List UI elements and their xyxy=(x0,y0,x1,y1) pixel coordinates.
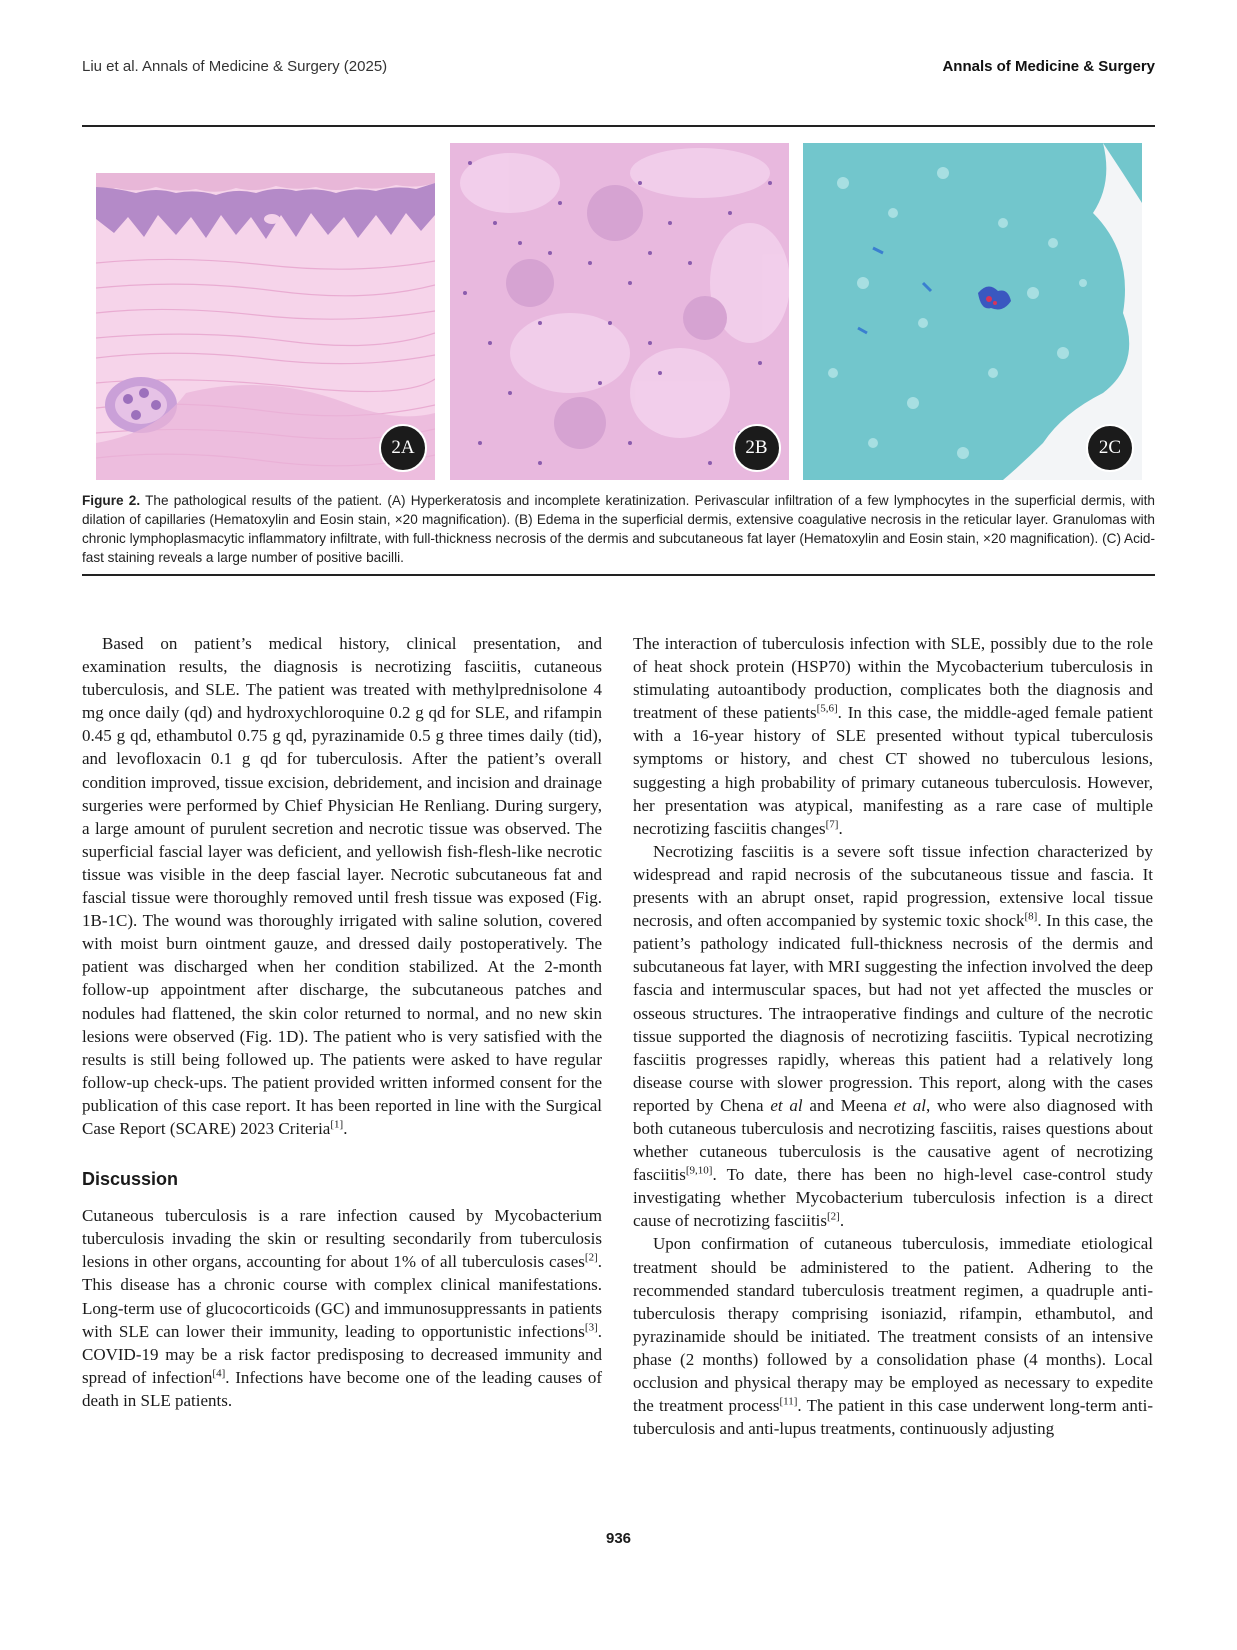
reference-link[interactable]: [2] xyxy=(827,1210,840,1223)
paragraph-discussion-1 xyxy=(82,1204,602,1412)
running-header xyxy=(82,58,1155,82)
right-column xyxy=(633,632,1153,1440)
paragraph-text: . In this case, the middle-aged female patient with a 16-year history of SLE presented without typical tuberculosis symptoms or history, and chest CT showed no tuberculous lesions, suggesting a high probability of primary cutaneous tuberculosis. However, her presentation was atypical, manifesting as a rare case of multiple necrotizing fasciitis changes xyxy=(633,703,1153,838)
section-heading-discussion: Discussion xyxy=(82,1169,179,1190)
reference-link[interactable]: [2] xyxy=(584,1251,598,1264)
page-number: 936 xyxy=(605,1530,632,1547)
paragraph-treatment-regimen xyxy=(633,1232,1153,1440)
histology-image-2a xyxy=(96,143,435,480)
paragraph-text: The interaction of tuberculosis infection with SLE, possibly due to the role of heat shock protein (HSP70) within the Mycobacterium tuberculosis in stimulating autoantibody production, complicates both the diagnosis and treatment of these patients xyxy=(633,634,1153,723)
reference-link[interactable]: [8] xyxy=(1024,910,1038,923)
paragraph-text: . This disease has a chronic course with complex clinical manifestations. Long-term use of glucocorticoids (GC) and immunosuppressants in patients with SLE can lower their immunity, leading to opportunistic infections xyxy=(82,1252,602,1341)
header-citation: Liu et al. Annals of Medicine & Surgery (2025) xyxy=(82,58,388,75)
left-column xyxy=(82,632,602,1412)
paragraph-text: . The patient in this case underwent long-term anti-tuberculosis and anti-lupus treatments, continuously adjusting xyxy=(633,1396,1153,1439)
paragraph-text: . xyxy=(839,1211,845,1231)
paragraph-text: Cutaneous tuberculosis is a rare infection caused by Mycobacterium tuberculosis invading the skin or resulting secondarily from tuberculosis lesions in other organs, accounting for about 1% of all tuberculosis cases xyxy=(82,1206,602,1272)
reference-link[interactable]: [1] xyxy=(330,1118,344,1131)
reference-link[interactable]: [3] xyxy=(584,1320,598,1333)
histology-image-2b xyxy=(450,143,789,480)
panel-label-2a: 2A xyxy=(379,424,427,472)
reference-link[interactable]: [4] xyxy=(212,1367,226,1380)
figure-panel-2a xyxy=(96,143,435,480)
figure-panel-2b xyxy=(450,143,789,480)
reference-link[interactable]: [9,10] xyxy=(685,1164,713,1177)
paragraph-text: and Meena xyxy=(802,1095,894,1115)
paragraph-treatment xyxy=(82,632,602,1140)
header-rule xyxy=(82,125,1155,127)
paragraph-text: Based on patient’s medical history, clinical presentation, and examination results, the diagnosis is necrotizing fasciitis, cutaneous tuberculosis, and SLE. The patient was treated with methylprednisolone 4 mg once daily (qd) and hydroxychloroquine 0.2 g qd for SLE, and rifampin 0.45 g qd, ethambutol 0.75 g qd, pyrazinamide 0.5 g three times daily (tid), and levofloxacin 0.1 g qd for tuberculosis. After the patient’s overall condition improved, tissue excision, debridement, and incision and drainage surgeries were performed by Chief Physician He Renliang. During surgery, a large amount of purulent secretion and necrotic tissue was observed. The superficial fascial layer was deficient, and yellowish fish-flesh-like necrotic tissue was visible in the deep fascial layer. Necrotic subcutaneous fat and fascial tissue were thoroughly removed until fresh tissue was exposed (Fig. 1B-1C). The wound was thoroughly irrigated with saline solution, covered with moist burn ointment gauze, and dressed daily postoperatively. The patient was discharged when her condition stabilized. At the 2-month follow-up appointment after discharge, the subcutaneous patches and nodules had flattened, the skin color returned to normal, and no new skin lesions were observed (Fig. 1D). The patient who is very satisfied with the results is still being followed up. The patients were asked to have regular follow-up check-ups. The patient provided written informed consent for the publication of this case report. It has been reported in line with the Surgical Case Report (SCARE) 2023 Criteria xyxy=(82,634,602,1138)
figure-2 xyxy=(96,143,1142,480)
reference-link[interactable]: [11] xyxy=(779,1395,798,1408)
reference-link[interactable]: [7] xyxy=(825,818,839,831)
figure-panel-2c xyxy=(803,143,1142,480)
paragraph-text: , who were also diagnosed with both cutaneous tuberculosis and necrotizing fasciitis, raises questions about whether cutaneous tuberculosis is the causative agent of necrotizing fasciitis xyxy=(633,1095,1153,1185)
figure-caption xyxy=(82,491,1155,567)
paragraph-necrotizing-fasciitis xyxy=(633,840,1153,1233)
panel-label-2c: 2C xyxy=(1086,424,1134,472)
caption-rule xyxy=(82,574,1155,576)
paragraph-sle-interaction xyxy=(633,632,1153,840)
paragraph-text: . xyxy=(343,1118,348,1138)
paragraph-text: . COVID-19 may be a risk factor predisposing to decreased immunity and spread of infection xyxy=(82,1321,602,1387)
caption-text: The pathological results of the patient. (A) Hyperkeratosis and incomplete keratinization. Perivascular infiltration of a few lymphocytes in the superficial dermis, with dilation of capillaries (Hematoxylin and Eosin stain, ×20 magnification). (B) Edema in the superficial dermis, extensive coagulative necrosis in the reticular layer. Granulomas with chronic lymphoplasmacytic inflammatory infiltrate, with full-thickness necrosis of the dermis and subcutaneous fat layer (Hematoxylin and Eosin stain, ×20 magnification). (C) Acid-fast staining reveals a large number of positive bacilli. xyxy=(82,493,1155,565)
paragraph-text: Upon confirmation of cutaneous tuberculosis, immediate etiological treatment should be administered to the patient. Adhering to the recommended standard tuberculosis treatment regimen, a quadruple anti-tuberculosis therapy comprising isoniazid, rifampin, ethambutol, and pyrazinamide should be initiated. The treatment consists of an intensive phase (2 months) followed by a consolidation phase (4 months). Local occlusion and physical therapy may be employed as necessary to expedite the treatment process xyxy=(633,1234,1153,1416)
paragraph-text: . To date, there has been no high-level case-control study investigating whether Mycobacterium tuberculosis infection is a direct cause of necrotizing fasciitis xyxy=(633,1165,1153,1231)
header-journal: Annals of Medicine & Surgery xyxy=(942,58,1155,75)
paragraph-text: . In this case, the patient’s pathology indicated full-thickness necrosis of the dermis and subcutaneous fat layer, with MRI suggesting the infection involved the deep fascia and intermuscular spaces, but had not yet affected the muscles or osseous structures. The intraoperative findings and culture of the necrotic tissue supported the diagnosis of necrotizing fasciitis. Typical necrotizing fasciitis progresses rapidly, whereas this patient had a relatively long disease course with slower progression. This report, along with the cases reported by Chena xyxy=(633,911,1153,1115)
panel-label-2b: 2B xyxy=(733,424,781,472)
et-al: et al xyxy=(893,1095,927,1115)
paragraph-text: Necrotizing fasciitis is a severe soft tissue infection characterized by widespread and rapid necrosis of the subcutaneous tissue and fascia. It presents with an abrupt onset, rapid progression, extensive local tissue necrosis, and often accompanied by systemic toxic shock xyxy=(633,841,1153,931)
caption-label: Figure 2. xyxy=(82,493,141,508)
paragraph-text: . xyxy=(838,818,843,838)
histology-image-2c xyxy=(803,143,1142,480)
reference-link[interactable]: [5,6] xyxy=(816,702,838,715)
paragraph-text: . Infections have become one of the leading causes of death in SLE patients. xyxy=(82,1367,602,1410)
et-al: et al xyxy=(770,1095,803,1115)
